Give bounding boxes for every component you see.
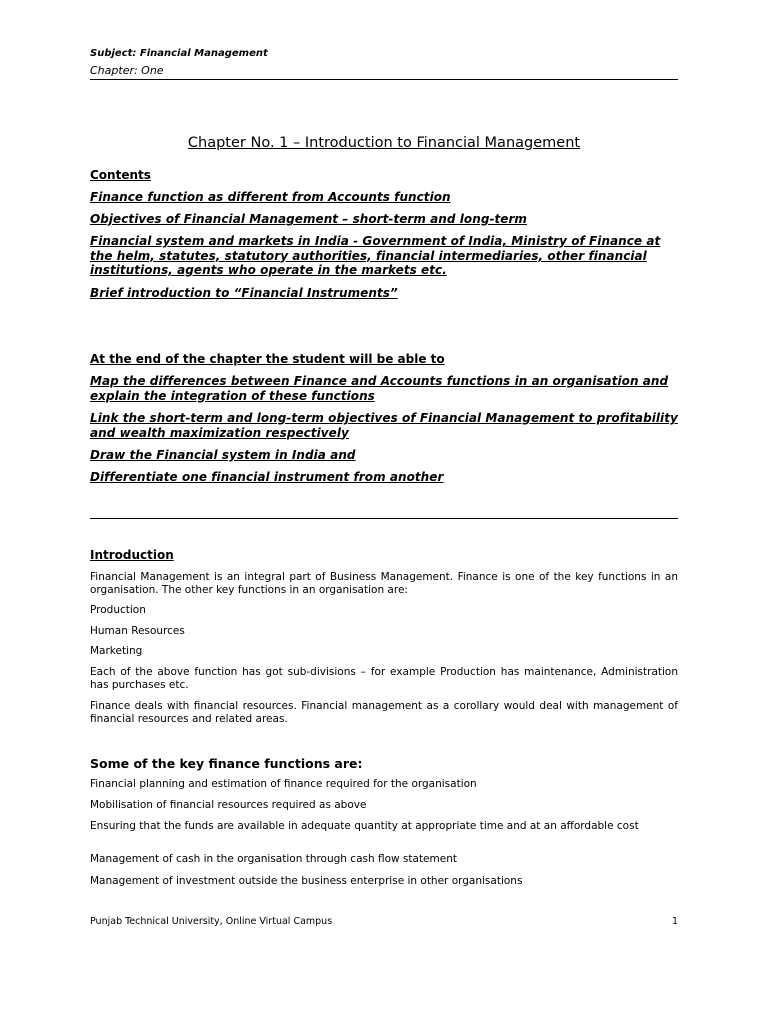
contents-item: Objectives of Financial Management – short-term and long-term xyxy=(90,212,527,226)
intro-paragraph: Financial Management is an integral part of Business Management. Finance is one of the key functions in an organisation. The other key functions in an organisation are: xyxy=(90,571,678,596)
outcome-item: Map the differences between Finance and Accounts functions in an organisation and explain the integration of these functions xyxy=(90,374,669,403)
key-function-item: Ensuring that the funds are available in adequate quantity at appropriate time and at an affordable cost xyxy=(90,820,639,832)
key-function-item: Financial planning and estimation of finance required for the organisation xyxy=(90,778,477,790)
page-title: Chapter No. 1 – Introduction to Financial Management xyxy=(187,135,581,151)
header-subject: Subject: Financial Management xyxy=(90,48,268,59)
contents-item: Finance function as different from Accounts function xyxy=(90,190,451,204)
outcome-item: Link the short-term and long-term objectives of Financial Management to profitability and wealth maximization respectively xyxy=(90,411,678,440)
intro-function-item: Production xyxy=(90,604,146,616)
outcomes-heading: At the end of the chapter the student will be able to xyxy=(90,352,445,366)
key-functions-heading: Some of the key finance functions are: xyxy=(90,756,363,771)
outcome-item: Differentiate one financial instrument from another xyxy=(90,470,444,484)
key-function-item: Management of investment outside the business enterprise in other organisations xyxy=(90,875,523,887)
header-divider xyxy=(90,79,678,80)
footer-page-number: 1 xyxy=(671,916,678,927)
contents-item: Financial system and markets in India - Government of India, Ministry of Finance at the helm, statutes, statutory authorities, financial intermediaries, other financial institutions, agents who operate in the markets etc. xyxy=(90,234,661,277)
contents-heading: Contents xyxy=(90,168,151,182)
key-function-item: Management of cash in the organisation through cash flow statement xyxy=(90,853,457,865)
section-divider xyxy=(90,518,678,519)
header-chapter: Chapter: One xyxy=(90,64,164,77)
intro-function-item: Human Resources xyxy=(90,625,185,637)
intro-paragraph: Each of the above function has got sub-divisions – for example Production has maintenance, Administration has purchases etc. xyxy=(90,666,678,691)
footer-institution: Punjab Technical University, Online Virtual Campus xyxy=(90,916,333,927)
key-function-item: Mobilisation of financial resources required as above xyxy=(90,799,367,811)
intro-paragraph: Finance deals with financial resources. Financial management as a corollary would deal with management of financial resources and related areas. xyxy=(90,700,678,725)
contents-item: Brief introduction to “Financial Instruments” xyxy=(90,286,398,300)
intro-function-item: Marketing xyxy=(90,645,143,657)
outcome-item: Draw the Financial system in India and xyxy=(90,448,356,462)
introduction-heading: Introduction xyxy=(90,548,174,562)
